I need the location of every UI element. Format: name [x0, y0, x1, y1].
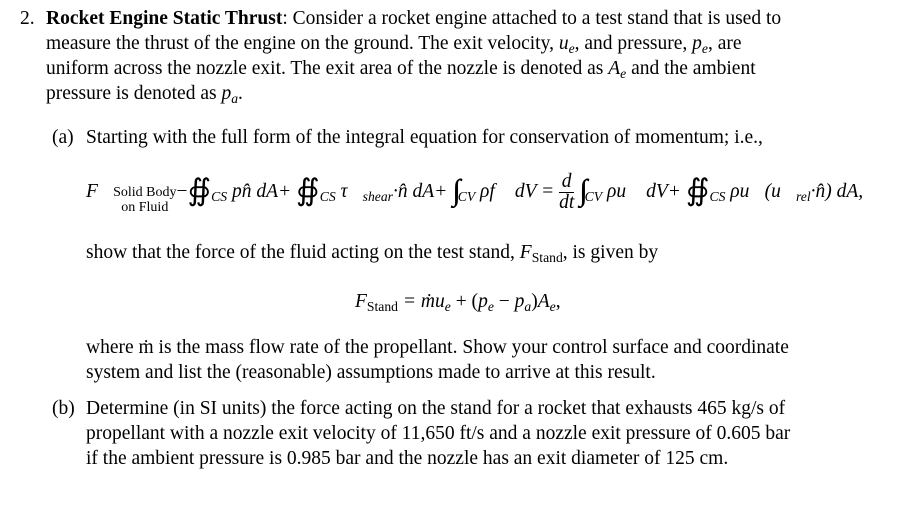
part-b-label: (b) — [52, 398, 75, 419]
part-b-line-2: propellant with a nozzle exit velocity of 11,650 ft/s and a nozzle exit pressure of 0.605 bar — [86, 423, 791, 444]
thrust-result-equation: $F_{Stand}$ = ṁu$_e$ + $(p_e - p_a)A_e$, — [355, 291, 561, 315]
problem-number: 2. — [20, 8, 35, 29]
part-a-line-4: system and list the (reasonable) assumptions made to arrive at this result. — [86, 362, 656, 383]
problem-title: Rocket Engine Static Thrust — [46, 8, 283, 29]
intro-line-1: Rocket Engine Static Thrust: Consider a rocket engine attached to a test stand that is used to — [46, 8, 782, 29]
intro-line-4: pressure is denoted as $p_a$. — [46, 83, 243, 107]
part-a-label: (a) — [52, 127, 74, 148]
part-a-line-2: show that the force of the fluid acting on the test stand, $F_{Stand}$, is given by — [86, 242, 659, 266]
part-b-line-1: Determine (in SI units) the force acting on the stand for a rocket that exhausts 465 kg/s of — [86, 398, 786, 419]
part-b-line-3: if the ambient pressure is 0.985 bar and the nozzle has an exit diameter of 125 cm. — [86, 448, 729, 469]
intro-line-2: measure the thrust of the engine on the ground. The exit velocity, $u_e$, and pressure, $p_e$, are — [46, 33, 742, 57]
intro-line-3: uniform across the nozzle exit. The exit area of the nozzle is denoted as $A_e$ and the ambient — [46, 58, 756, 82]
part-a-line-1: Starting with the full form of the integral equation for conservation of momentum; i.e., — [86, 127, 763, 148]
part-a-line-3: where ṁ is the mass flow rate of the propellant. Show your control surface and coordinate — [86, 337, 789, 358]
momentum-equation: F⃗Solid Body on $Fluid-∯_{CS}$ pn̂ $dA+ ∯_{CS}$ $\tau⃗_{shear}\cdot n̂$ dA+ ∫∫∫ $_{CV}$ ρf⃗ dV = $\frac{d}{dt}$ ∫∫∫ $_{CV}$ ρu⃗ $dV+ ∯_{CS}$ $\rho u⃗(u⃗_{rel}\cdot n̂)$ dA, — [86, 171, 864, 215]
